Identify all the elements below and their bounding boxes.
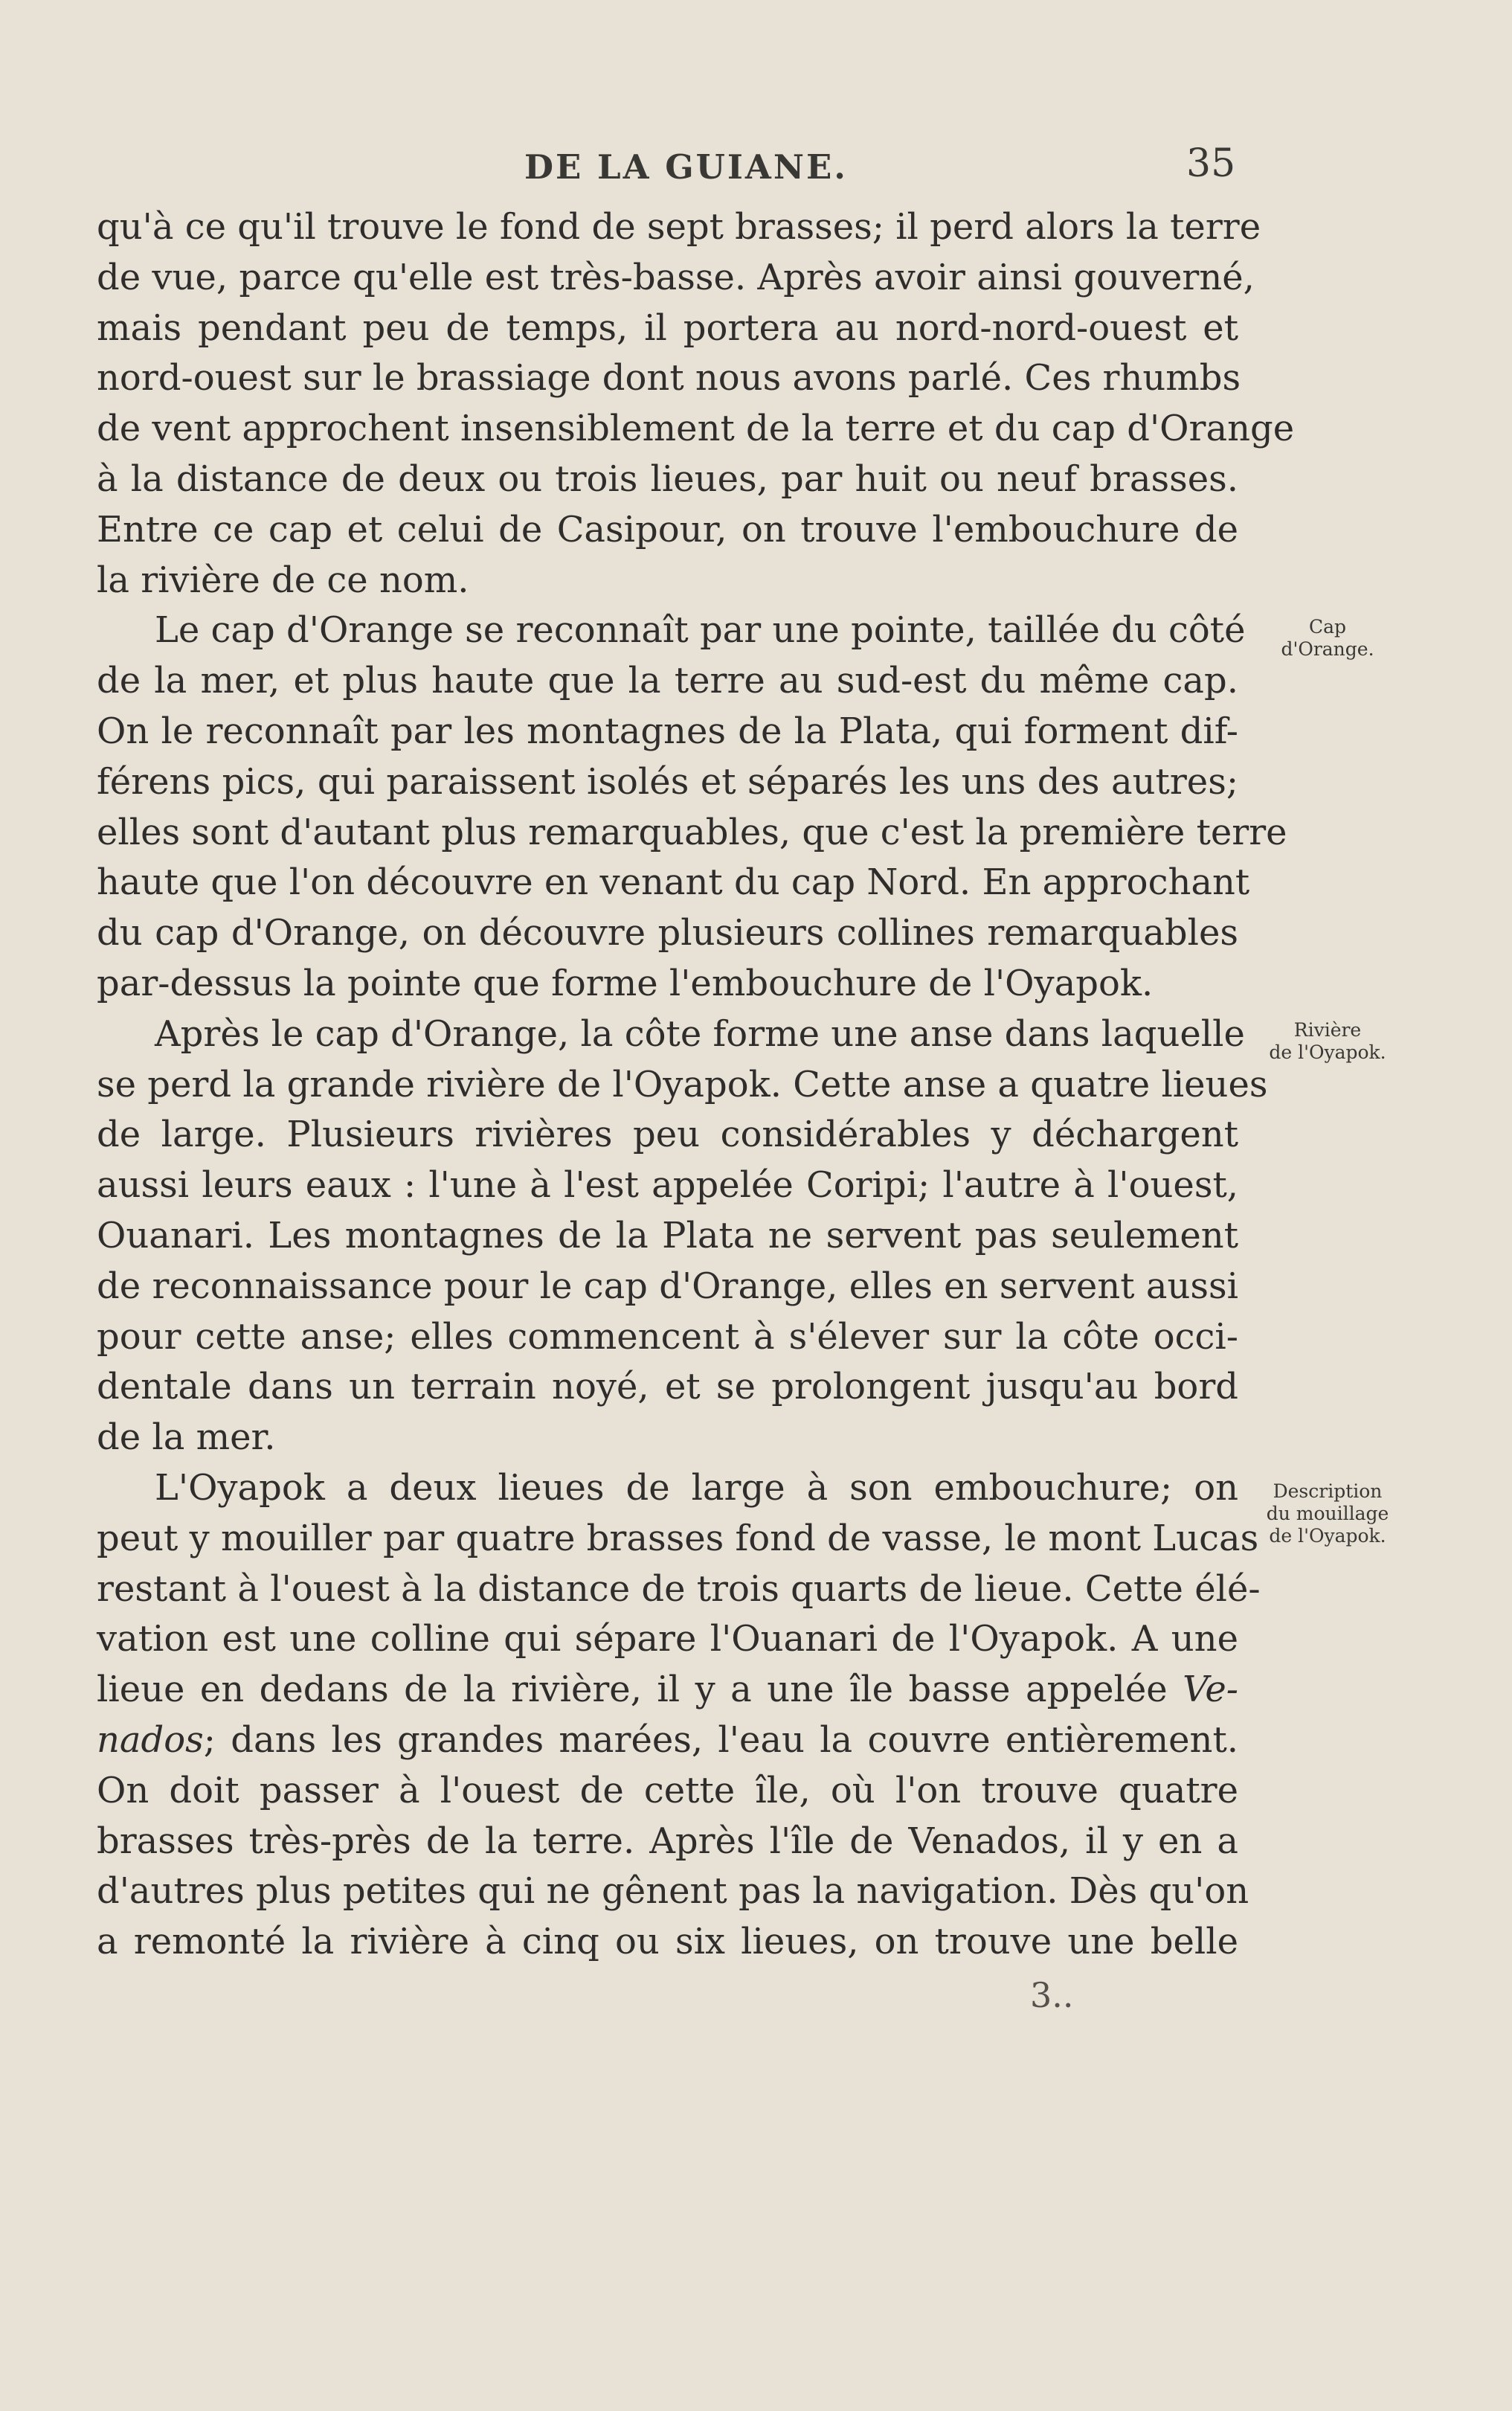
text-line: qu'à ce qu'il trouve le fond de sept brasses; il perd alors la terre [97, 206, 1261, 248]
text-line: pour cette anse; elles commencent à s'élever sur la côte occi- [97, 1315, 1238, 1358]
margin-note-line: Cap [1308, 616, 1347, 638]
margin-note-riviere-oyapok [1249, 1019, 1406, 1064]
text-line: se perd la grande rivière de l'Oyapok. Cette anse a quatre lieues [97, 1063, 1268, 1105]
text-line: elles sont d'autant plus remarquables, que c'est la première terre [97, 811, 1287, 853]
page-header [0, 141, 1512, 201]
text-line: du cap d'Orange, on découvre plusieurs collines remarquables [97, 912, 1238, 954]
text-line: Ouanari. Les montagnes de la Plata ne servent pas seulement [97, 1214, 1238, 1256]
running-title: DE LA GUIANE. [524, 147, 848, 187]
text-line-with-italic [97, 1715, 1238, 1766]
text-line: de reconnaissance pour le cap d'Orange, elles en servent aussi [97, 1265, 1238, 1307]
text-line: de la mer, et plus haute que la terre au sud-est du même cap. [97, 660, 1238, 702]
text-line: la rivière de ce nom. [97, 559, 469, 601]
text-line: d'autres plus petites qui ne gênent pas la navigation. Dès qu'on [97, 1870, 1249, 1913]
margin-note-line: Rivière [1293, 1019, 1362, 1041]
text-line: peut y mouiller par quatre brasses fond de vasse, le mont Lucas [97, 1517, 1259, 1559]
italic-word: nados [97, 1718, 204, 1761]
margin-note-cap-orange [1249, 616, 1406, 661]
text-line: de la mer. [97, 1416, 276, 1459]
body-text [97, 202, 1295, 1968]
text-line: haute que l'on découvre en venant du cap Nord. En approchant [97, 861, 1250, 904]
margin-note-line: de l'Oyapok. [1269, 1041, 1386, 1063]
margin-note-line: Description [1273, 1480, 1383, 1502]
text-line: de vue, parce qu'elle est très-basse. Après avoir ainsi gouverné, [97, 256, 1255, 298]
text-line: de vent approchent insensiblement de la terre et du cap d'Orange [97, 408, 1295, 450]
text-line: a remonté la rivière à cinq ou six lieues, on trouve une belle [97, 1921, 1238, 1963]
text-line-with-italic [97, 1665, 1238, 1715]
italic-word: Ve- [1183, 1669, 1238, 1711]
text-line: Entre ce cap et celui de Casipour, on trouve l'embouchure de [97, 508, 1238, 550]
text-line: mais pendant peu de temps, il portera au nord-nord-ouest et [97, 306, 1238, 349]
margin-note-description-mouillage [1249, 1480, 1406, 1547]
text-line: Après le cap d'Orange, la côte forme une anse dans laquelle [155, 1012, 1245, 1055]
text-line: nord-ouest sur le brassiage dont nous avons parlé. Ces rhumbs [97, 357, 1241, 399]
text-line: à la distance de deux ou trois lieues, par huit ou neuf brasses. [97, 458, 1238, 500]
text-line: Le cap d'Orange se reconnaît par une pointe, taillée du côté [155, 609, 1246, 652]
text-line: On doit passer à l'ouest de cette île, où l'on trouve quatre [97, 1769, 1238, 1811]
margin-note-line: d'Orange. [1281, 638, 1374, 660]
page-number: 35 [1186, 141, 1236, 186]
text-line: vation est une colline qui sépare l'Ouanari de l'Oyapok. A une [97, 1618, 1238, 1660]
text-line: On le reconnaît par les montagnes de la Plata, qui forment dif- [97, 710, 1238, 752]
text-line: dentale dans un terrain noyé, et se prolongent jusqu'au bord [97, 1366, 1238, 1408]
text-line: de large. Plusieurs rivières peu considérables y déchargent [97, 1114, 1238, 1156]
line-text-rest: ; dans les grandes marées, l'eau la couvre entièrement. [203, 1718, 1238, 1761]
text-line: L'Oyapok a deux lieues de large à son embouchure; on [155, 1466, 1238, 1509]
margin-note-line: du mouillage [1266, 1503, 1389, 1524]
margin-note-line: de l'Oyapok. [1269, 1525, 1386, 1547]
line-text: lieue en dedans de la rivière, il y a une île basse appelée [97, 1669, 1168, 1711]
text-line: restant à l'ouest à la distance de trois quarts de lieue. Cette élé- [97, 1567, 1261, 1610]
text-line: brasses très-près de la terre. Après l'île de Venados, il y en a [97, 1820, 1238, 1862]
text-line: férens pics, qui paraissent isolés et séparés les uns des autres; [97, 760, 1238, 803]
text-line: aussi leurs eaux : l'une à l'est appelée Coripi; l'autre à l'ouest, [97, 1164, 1238, 1207]
signature-mark: 3.. [1030, 1975, 1074, 2015]
text-line: par-dessus la pointe que forme l'embouchure de l'Oyapok. [97, 962, 1154, 1004]
